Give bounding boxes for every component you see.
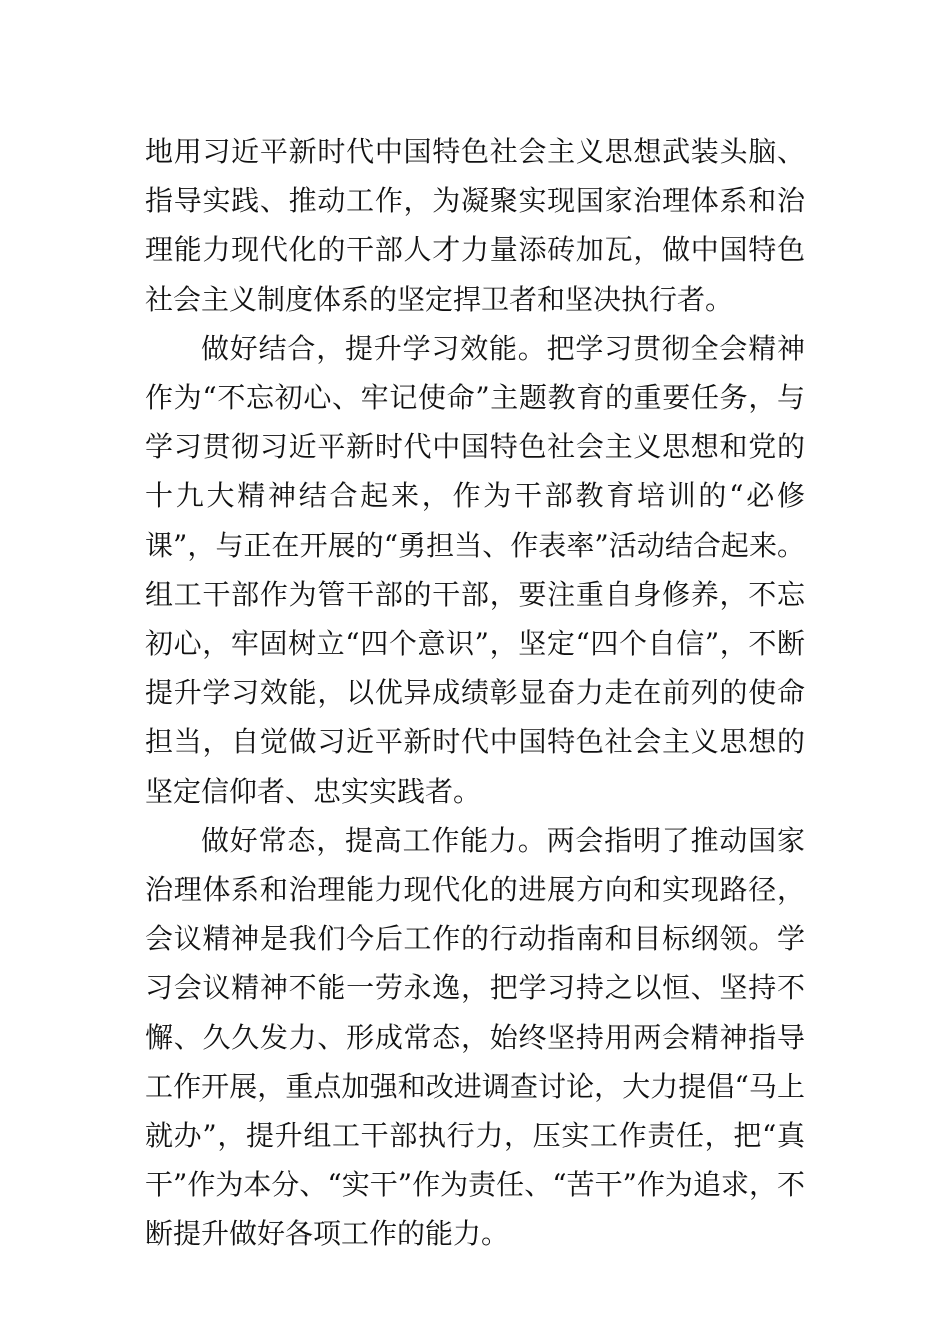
document-body (145, 127, 805, 1259)
paragraph-continuation: 地用习近平新时代中国特色社会主义思想武装头脑、指导实践、推动工作，为凝聚实现国家治理体系和治理能力现代化的干部人才力量添砖加瓦，做中国特色社会主义制度体系的坚定捍卫者和坚决执行者。 (145, 135, 805, 316)
paragraph-work-ability: 做好常态，提高工作能力。两会指明了推动国家治理体系和治理能力现代化的进展方向和实现路径，会议精神是我们今后工作的行动指南和目标纲领。学习会议精神不能一劳永逸，把学习持之以恒、坚持不懈、久久发力、形成常态，始终坚持用两会精神指导工作开展，重点加强和改进调查讨论，大力提倡“马上就办”，提升组工干部执行力，压实工作责任，把“真干”作为本分、“实干”作为责任、“苦干”作为追求，不断提升做好各项工作的能力。 (145, 823, 805, 1251)
paragraph-study-efficiency: 做好结合，提升学习效能。把学习贯彻全会精神作为“不忘初心、牢记使命”主题教育的重要任务，与学习贯彻习近平新时代中国特色社会主义思想和党的十九大精神结合起来，作为干部教育培训的“必修课”，与正在开展的“勇担当、作表率”活动结合起来。组工干部作为管干部的干部，要注重自身修养，不忘初心，牢固树立“四个意识”，坚定“四个自信”，不断提升学习效能，以优异成绩彰显奋力走在前列的使命担当，自觉做习近平新时代中国特色社会主义思想的坚定信仰者、忠实实践者。 (145, 331, 805, 808)
